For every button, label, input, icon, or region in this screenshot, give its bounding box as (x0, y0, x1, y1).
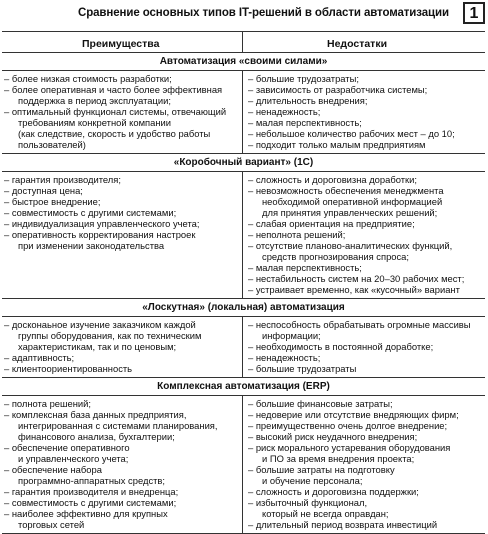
section-body (2, 71, 485, 153)
section (2, 53, 485, 154)
cons-item (248, 442, 478, 464)
cons-column (242, 71, 482, 153)
pros-item (4, 207, 238, 218)
pros-item-line: – индивидуализация управленческого учета; (4, 218, 200, 229)
pros-item-line: торговых сетей (18, 519, 85, 530)
pros-item-line: – клиентоориентированность (4, 363, 133, 374)
cons-item-line: – неполнота решений; (248, 229, 346, 240)
column-divider (242, 396, 243, 533)
pros-column (2, 71, 242, 153)
pros-item-line: – комплексная база данных предприятия, (4, 409, 187, 420)
pros-item-line: – доступная цена; (4, 185, 83, 196)
pros-item-line: – гарантия производителя; (4, 174, 121, 185)
pros-item-line: группы оборудования, как по техническим (18, 330, 202, 341)
section (2, 299, 485, 378)
header-cons: Недостатки (327, 38, 388, 50)
pros-item (4, 398, 238, 409)
column-divider (242, 317, 243, 377)
pros-item-line: – досконаьное изучение заказчиком каждой (4, 319, 196, 330)
pros-item (4, 73, 238, 84)
pros-item (4, 174, 238, 185)
cons-item-line: – высокий риск неудачного внедрения; (248, 431, 418, 442)
cons-item (248, 262, 478, 273)
pros-column (2, 396, 242, 533)
cons-item-line: – зависимость от разработчика системы; (248, 84, 428, 95)
section-title: «Коробочный вариант» (1С) (2, 154, 485, 172)
cons-item (248, 229, 478, 240)
header-pros: Преимущества (82, 38, 160, 50)
pros-item-line: – адаптивность; (4, 352, 75, 363)
cons-item-line: – недоверие или отсутствие внедряющих фирм; (248, 409, 459, 420)
pros-column (2, 317, 242, 377)
cons-item (248, 218, 478, 229)
cons-item-line: – ненадежность; (248, 106, 321, 117)
pros-item-line: – оптимальный функционал системы, отвечающий (4, 106, 227, 117)
cons-item-line: – сложность и дороговизна доработки; (248, 174, 417, 185)
cons-item-line: – ненадежность; (248, 352, 321, 363)
cons-item (248, 117, 478, 128)
cons-item (248, 128, 478, 139)
pros-item-line: – быстрое внедрение; (4, 196, 101, 207)
pros-item (4, 84, 238, 106)
cons-item (248, 431, 478, 442)
cons-item (248, 420, 478, 431)
table-title: Сравнение основных типов IT-решений в области автоматизации (78, 7, 449, 19)
column-divider (242, 172, 243, 298)
cons-item-line: – большие затраты на подготовку (248, 464, 395, 475)
pros-item (4, 363, 238, 374)
cons-item (248, 240, 478, 262)
cons-item-line: – преимущественно очень долгое внедрение; (248, 420, 448, 431)
cons-item-line: – устраивает временно, как «кусочный» вариант (248, 284, 460, 295)
section-title: «Лоскутная» (локальная) автоматизация (2, 299, 485, 317)
cons-item-line: информации; (262, 330, 321, 341)
cons-item-line: – небольшое количество рабочих мест – до 10; (248, 128, 455, 139)
sections-container (2, 53, 485, 534)
column-divider (242, 71, 243, 153)
pros-item-line: – наиболее эффективно для крупных (4, 508, 168, 519)
cons-item (248, 95, 478, 106)
pros-column (2, 172, 242, 298)
cons-item (248, 185, 478, 218)
pros-item-line: – совместимость с другими системами; (4, 497, 177, 508)
cons-item (248, 73, 478, 84)
pros-item-line: требованиям конкретной компании (18, 117, 171, 128)
cons-item-line: – большие трудозатраты; (248, 73, 359, 84)
pros-item (4, 229, 238, 251)
pros-item-line: – совместимость с другими системами; (4, 207, 177, 218)
cons-item-line: – невозможность обеспечения менеджмента (248, 185, 444, 196)
section-body (2, 396, 485, 533)
section (2, 154, 485, 299)
cons-item-line: – сложность и дороговизна поддержки; (248, 486, 419, 497)
cons-column (242, 396, 482, 533)
pros-item-line: и управленческого учета; (18, 453, 129, 464)
cons-item (248, 497, 478, 519)
cons-item-line: который не всегда оправдан; (262, 508, 389, 519)
pros-item-line: программно-аппаратных средств; (18, 475, 166, 486)
cons-item (248, 363, 478, 374)
cons-item-line: необходимой оперативной информацией (262, 196, 443, 207)
cons-item (248, 284, 478, 295)
pros-item-line: финансового анализа, бухгалтерии; (18, 431, 175, 442)
pros-item-line: (как следствие, скорость и удобство работы (18, 128, 211, 139)
pros-item (4, 497, 238, 508)
section-title: Комплексная автоматизация (ERP) (2, 378, 485, 396)
pros-item (4, 442, 238, 464)
cons-item (248, 486, 478, 497)
cons-item (248, 319, 478, 341)
cons-item-line: – неспособность обрабатывать огромные массивы (248, 319, 471, 330)
cons-item-line: и обучение персонала; (262, 475, 363, 486)
pros-item-line: – гарантия производителя и внедренца; (4, 486, 179, 497)
cons-item (248, 273, 478, 284)
pros-item-line: интегрированная с системами планирования, (18, 420, 218, 431)
cons-item-line: для принятия управленческих решений; (262, 207, 438, 218)
cons-item (248, 174, 478, 185)
cons-column (242, 317, 482, 377)
cons-item-line: и ПО за время внедрения проекта; (262, 453, 415, 464)
cons-item (248, 398, 478, 409)
pros-item-line: пользователей) (18, 139, 86, 150)
section (2, 378, 485, 534)
cons-item-line: средств прогнозирования спроса; (262, 251, 410, 262)
comparison-table (2, 31, 485, 534)
pros-item-line: поддержка в период эксплуатации; (18, 95, 171, 106)
cons-item (248, 341, 478, 352)
pros-item (4, 218, 238, 229)
cons-item-line: – длительность внедрения; (248, 95, 368, 106)
cons-item-line: – нестабильность систем на 20–30 рабочих мест; (248, 273, 465, 284)
pros-item-line: при изменении законодательства (18, 240, 165, 251)
cons-column (242, 172, 482, 298)
cons-item-line: – большие финансовые затраты; (248, 398, 393, 409)
cons-item-line: – малая перспективность; (248, 262, 362, 273)
cons-item (248, 106, 478, 117)
pros-item-line: характеристикам, так и по ценовым; (18, 341, 177, 352)
pros-item-line: – полнота решений; (4, 398, 91, 409)
title-row (0, 0, 488, 30)
header-divider (242, 32, 243, 52)
pros-item (4, 185, 238, 196)
cons-item (248, 409, 478, 420)
cons-item-line: – большие трудозатраты (248, 363, 357, 374)
cons-item (248, 139, 478, 150)
cons-item (248, 84, 478, 95)
pros-item (4, 106, 238, 150)
cons-item-line: – длительный период возврата инвестиций (248, 519, 438, 530)
cons-item-line: – избыточный функционал, (248, 497, 368, 508)
pros-item (4, 409, 238, 442)
cons-item-line: – риск морального устаревания оборудования (248, 442, 451, 453)
pros-item (4, 508, 238, 530)
cons-item-line: – подходит только малым предприятиям (248, 139, 426, 150)
cons-item (248, 352, 478, 363)
pros-item-line: – обеспечение оперативного (4, 442, 130, 453)
section-body (2, 317, 485, 377)
cons-item (248, 519, 478, 530)
table-number-badge: 1 (463, 2, 485, 24)
section-title: Автоматизация «своими силами» (2, 53, 485, 71)
cons-item-line: – необходимость в постоянной доработке; (248, 341, 434, 352)
section-body (2, 172, 485, 298)
pros-item (4, 464, 238, 486)
pros-item (4, 196, 238, 207)
cons-item-line: – отсутствие планово-аналитических функций, (248, 240, 453, 251)
pros-item (4, 319, 238, 352)
cons-item-line: – слабая ориентация на предприятие; (248, 218, 415, 229)
table-header (2, 32, 485, 53)
pros-item-line: – обеспечение набора (4, 464, 102, 475)
pros-item-line: – более низкая стоимость разработки; (4, 73, 172, 84)
pros-item-line: – более оперативная и часто более эффективная (4, 84, 223, 95)
pros-item-line: – оперативность корректирования настроек (4, 229, 196, 240)
cons-item-line: – малая перспективность; (248, 117, 362, 128)
pros-item (4, 486, 238, 497)
cons-item (248, 464, 478, 486)
pros-item (4, 352, 238, 363)
